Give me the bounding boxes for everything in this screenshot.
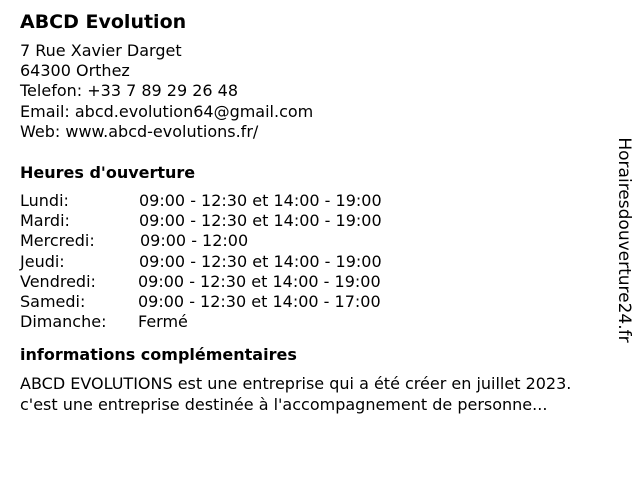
time-value: 09:00 - 12:30 et 14:00 - 17:00 [138,291,381,311]
contact-block [20,41,620,142]
hours-row-saturday [20,292,620,312]
day-label: Jeudi: [20,251,65,271]
info-line-2: c'est une entreprise destinée à l'accompagnement de personne... [20,394,548,414]
street-address: 7 Rue Xavier Darget [20,41,182,60]
day-label: Lundi: [20,191,69,211]
day-label: Mercredi: [20,231,95,251]
day-label: Samedi: [20,291,86,311]
phone-line: Telefon: +33 7 89 29 26 48 [20,81,239,101]
email-line: Email: abcd.evolution64@gmail.com [20,101,314,121]
opening-hours-table [20,191,620,332]
time-value: 09:00 - 12:30 et 14:00 - 19:00 [139,211,382,231]
hours-row-friday [20,272,620,292]
time-value: 09:00 - 12:30 et 14:00 - 19:00 [139,191,382,211]
website-line: Web: www.abcd-evolutions.fr/ [20,121,259,141]
hours-row-thursday [20,252,620,272]
hours-row-monday [20,191,620,211]
hours-row-wednesday [20,231,620,251]
info-line-1: ABCD EVOLUTIONS est une entreprise qui a été créer en juillet 2023. [20,374,572,394]
time-value: 09:00 - 12:30 et 14:00 - 19:00 [139,251,382,271]
day-label: Dimanche: [20,312,107,332]
opening-hours-heading: Heures d'ouverture [20,163,196,183]
time-value: 09:00 - 12:00 [140,231,249,251]
business-name: ABCD Evolution [20,11,187,33]
hours-row-tuesday [20,211,620,231]
time-value: 09:00 - 12:30 et 14:00 - 19:00 [138,271,381,291]
site-watermark: Horairesdouverture24.fr [614,137,634,343]
day-label: Vendredi: [20,271,96,291]
city-postcode: 64300 Orthez [20,61,130,81]
hours-row-sunday [20,312,620,332]
time-value: Fermé [138,312,188,332]
business-card [20,0,620,415]
additional-info-heading: informations complémentaires [20,345,297,365]
additional-info-text [20,374,620,415]
day-label: Mardi: [20,211,70,231]
